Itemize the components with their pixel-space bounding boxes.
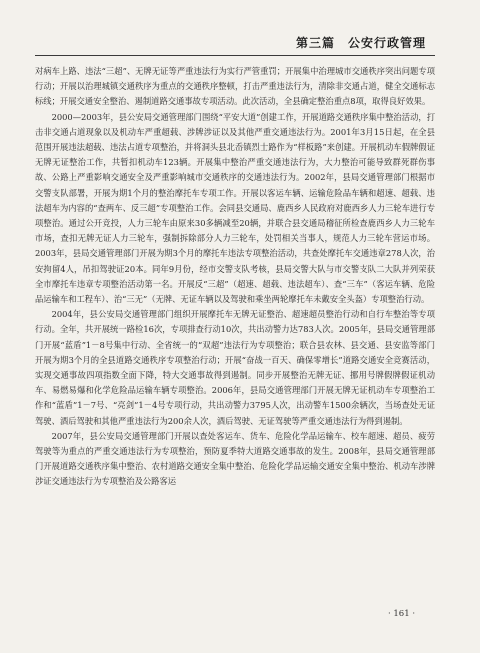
body-text — [35, 64, 435, 490]
paragraph: 2000—2003年，县公安局交通管理部门围绕“平安大道”创建工作，开展道路交通秩序集中整治活动，打击非交通占道现象以及机动车严重超载、涉牌涉证以及其他严重交通违法行为。2001年3月15日起，在全县范围开展违法超载、违法占道专项整治，并将洞头县北岙镇烈士路作为“样板路”来创建。开展机动车假牌假证无牌无证整治工作，共暂扣机动车123辆。开展集中整治严重交通违法行为，大力整治可能导致群死群伤事故、公路上严重影响交通安全及严重影响城市交通秩序的交通违法行为。2002年，县局交通管理部门根据市交警支队部署，开展为期1个月的整治摩托车专项工作。开展以客运车辆、运输危险品车辆和超速、超载、违法超车为内容的“查两车、反三超”专项整治工作。会同县交通局、鹿西乡人民政府对鹿西乡人力三轮车进行专项整治。通过公开竞投，人力三轮车由原来30多辆减至20辆，并联合县交通局稽征所检查鹿西乡人力三轮车市场，查扣无牌无证人力三轮车，强制拆除部分人力三轮车，处罚相关当事人，规范人力三轮车营运市场。2003年，县局交通管理部门开展为期3个月的摩托车违法专项整治活动，共查处摩托车交通违章278人次，治安拘留4人，吊扣驾驶证20本。同年9月份，经市交警支队考核，县局交警大队与市交警支队二大队并列荣获全市摩托车违章专项整治活动第一名。开展反“三超”（超速、超载、违法超车）、查“三车”（客运车辆、危险品运输车和工程车）、治“三无”（无牌、无证车辆以及驾驶和乘坐两轮摩托车未戴安全头盔）专项整治行动。 — [35, 111, 435, 305]
header-divider — [35, 55, 435, 56]
paragraph: 对病车上路、违法“三超”、无牌无证等严重违法行为实行严管重罚；开展集中治理城市交通秩序突出问题专项行动；开展以治理城镇交通秩序为重点的交通秩序整顿，打击严重违法行为，清除非交通占道，健全交通标志标线；开展交通安全整治、遏制道路交通事故专项活动。此次活动，全县确定整治重点8项，取得良好效果。 — [35, 66, 435, 107]
page-number: · 161 · — [388, 609, 416, 619]
running-header — [0, 33, 480, 51]
paragraph: 2007年，县公安局交通管理部门开展以查处客运车、货车、危险化学品运输车、校车超速、超员、疲劳驾驶等为重点的严重交通违法行为专项整治，预防夏季特大道路交通事故的发生。2008年，县局交通管理部门开展道路交通秩序集中整治、农村道路交通安全集中整治、危险化学品运输交通安全集中整治、机动车涉牌涉证交通违法行为专项整治及公路客运 — [35, 430, 435, 487]
paragraph: 2004年，县公安局交通管理部门组织开展摩托车无牌无证整治、超速超员整治行动和自行车整治等专项行动。全年，共开展统一路检16次，专项排查行动10次，共出动警力达783人次。2005年，县局交通管理部门开展“蓝盾”1－8号集中行动、全省统一的“双超”违法行为专项整治；联合县农林、县交通、县安监等部门开展为期3个月的全县道路交通秩序专项整治行动；开展“奋战一百天、确保零增长”道路交通安全竞赛活动，实现交通事故四项指数全面下降，特大交通事故得到遏制。同步开展整治无牌无证、挪用号牌假牌假证机动车、易燃易爆和化学危险品运输车辆专项整治。2006年，县局交通管理部门开展无牌无证机动车专项整治工作和“蓝盾”1－7号、“亮剑”1－4号专项行动，共出动警力3795人次，出动警车1500余辆次，当场查处无证驾驶、酒后驾驶和其他严重违法行为200余人次，酒后驾驶、无证驾驶等严重交通违法行为得到遏制。 — [35, 309, 435, 426]
chapter-title: 第三篇 公安行政管理 — [295, 35, 426, 50]
